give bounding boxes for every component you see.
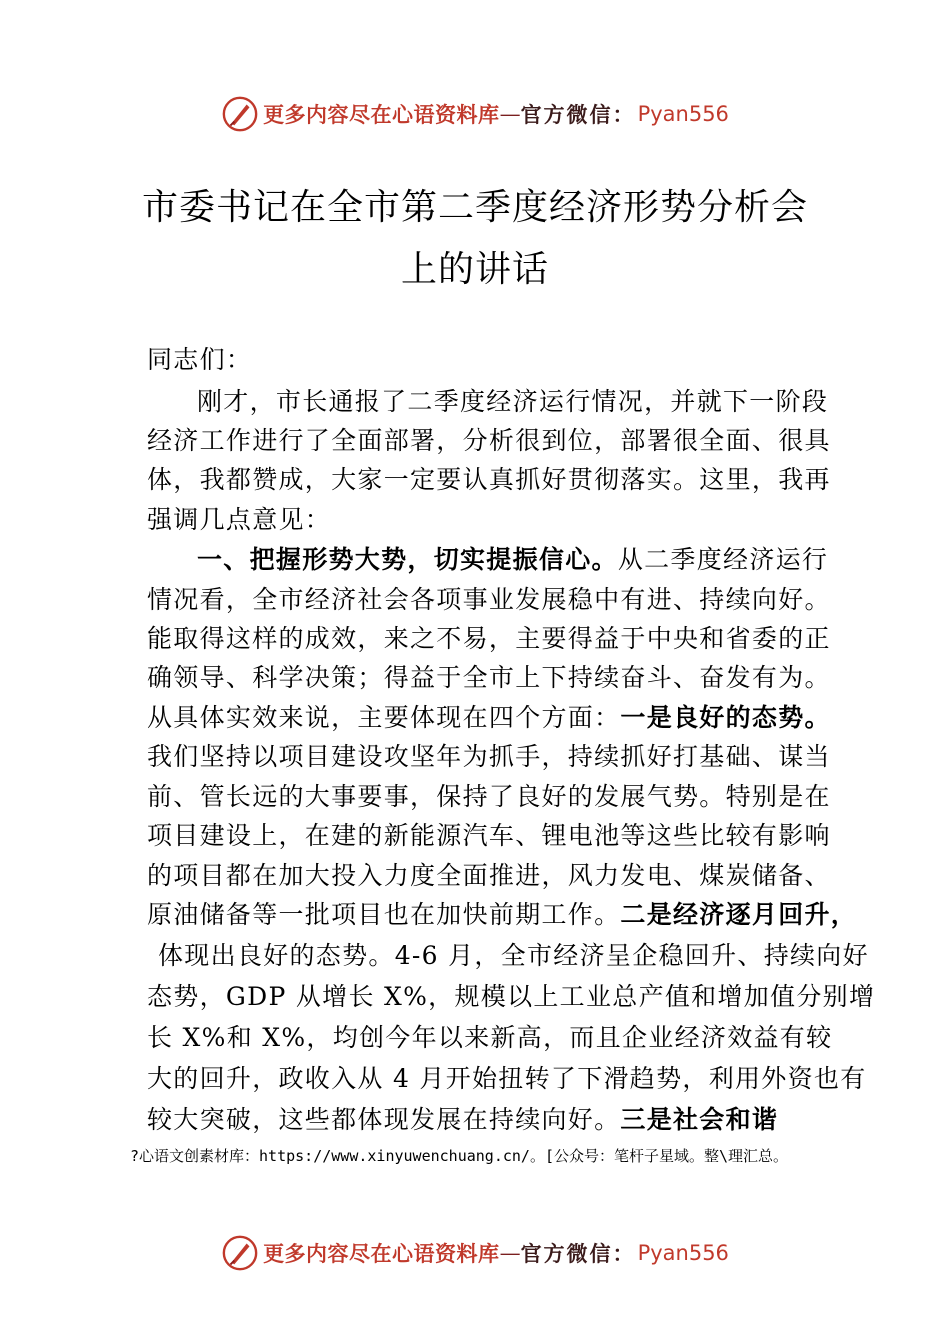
source-footnote: ?心语文创素材库：https://www.xinyuwenchuang.cn/。[公众号：笔杆子星域。整\理汇总。 [130, 1147, 789, 1165]
body-line: 经济工作进行了全面部署，分析很到位，部署很全面、很具 [147, 426, 831, 455]
body-line [147, 698, 831, 738]
body-text: 从二季度经济运行 [617, 545, 829, 574]
banner-separator: — [499, 102, 521, 126]
quill-pen-logo-icon [221, 95, 259, 133]
banner-main-text: 更多内容尽在心语资料库 [263, 102, 500, 127]
body-line: 项目建设上，在建的新能源汽车、锂电池等这些比较有影响 [147, 821, 831, 850]
body-text: 原油储备等一批项目也在加快前期工作。 [147, 900, 621, 929]
body-line: 的项目都在加大投入力度全面推进，风力发电、煤炭储备、 [147, 861, 831, 890]
body-line: 体现出良好的态势。4-6 月，全市经济呈企稳回升、持续向好 [158, 941, 869, 970]
body-text: 从具体实效来说，主要体现在四个方面： [147, 703, 621, 732]
document-title-line-1: 市委书记在全市第二季度经济形势分析会 [141, 187, 808, 228]
body-line: 确领导、科学决策；得益于全市上下持续奋斗、奋发有为。 [147, 663, 831, 692]
body-line: 体，我都赞成，大家一定要认真抓好贯彻落实。这里，我再 [147, 465, 831, 494]
banner-wechat-label: 官方微信： [520, 1241, 636, 1266]
body-line: 前、管长远的大事要事，保持了良好的发展气势。特别是在 [147, 782, 831, 811]
quill-pen-logo-icon [221, 1234, 259, 1272]
body-line: 刚才，市长通报了二季度经济运行情况，并就下一阶段 [197, 387, 829, 416]
body-line: 我们坚持以项目建设攻坚年为抓手，持续抓好打基础、谋当 [147, 742, 831, 771]
banner-separator: — [499, 1241, 521, 1265]
point-heading: 二是经济逐月回升， [620, 900, 858, 929]
body-line: 长 X%和 X%，均创今年以来新高，而且企业经济效益有较 [147, 1023, 833, 1052]
salutation: 同志们： [147, 345, 253, 374]
body-line [147, 1100, 778, 1140]
section-heading: 一、把握形势大势，切实提振信心。 [197, 545, 618, 574]
banner-wechat-label: 官方微信： [520, 102, 636, 127]
point-heading: 三是社会和谐 [620, 1105, 779, 1134]
banner-wechat-id: Pyan556 [637, 102, 729, 126]
body-line [147, 895, 857, 935]
section-heading-line [197, 540, 828, 580]
body-line: 能取得这样的成效，来之不易，主要得益于中央和省委的正 [147, 624, 831, 653]
point-heading: 一是良好的态势。 [620, 703, 831, 732]
header-banner [0, 92, 950, 136]
body-line: 大的回升，政收入从 4 月开始扭转了下滑趋势，利用外资也有 [147, 1064, 867, 1093]
body-text: 较大突破，这些都体现发展在持续向好。 [147, 1105, 621, 1134]
banner-main-text: 更多内容尽在心语资料库 [263, 1241, 500, 1266]
body-line: 强调几点意见： [147, 505, 332, 534]
banner-wechat-id: Pyan556 [637, 1241, 729, 1265]
document-title-line-2: 上的讲话 [400, 249, 549, 290]
footer-banner [0, 1231, 950, 1275]
body-line: 情况看，全市经济社会各项事业发展稳中有进、持续向好。 [147, 585, 831, 614]
body-line: 态势，GDP 从增长 X%，规模以上工业总产值和增加值分别增 [147, 982, 876, 1011]
